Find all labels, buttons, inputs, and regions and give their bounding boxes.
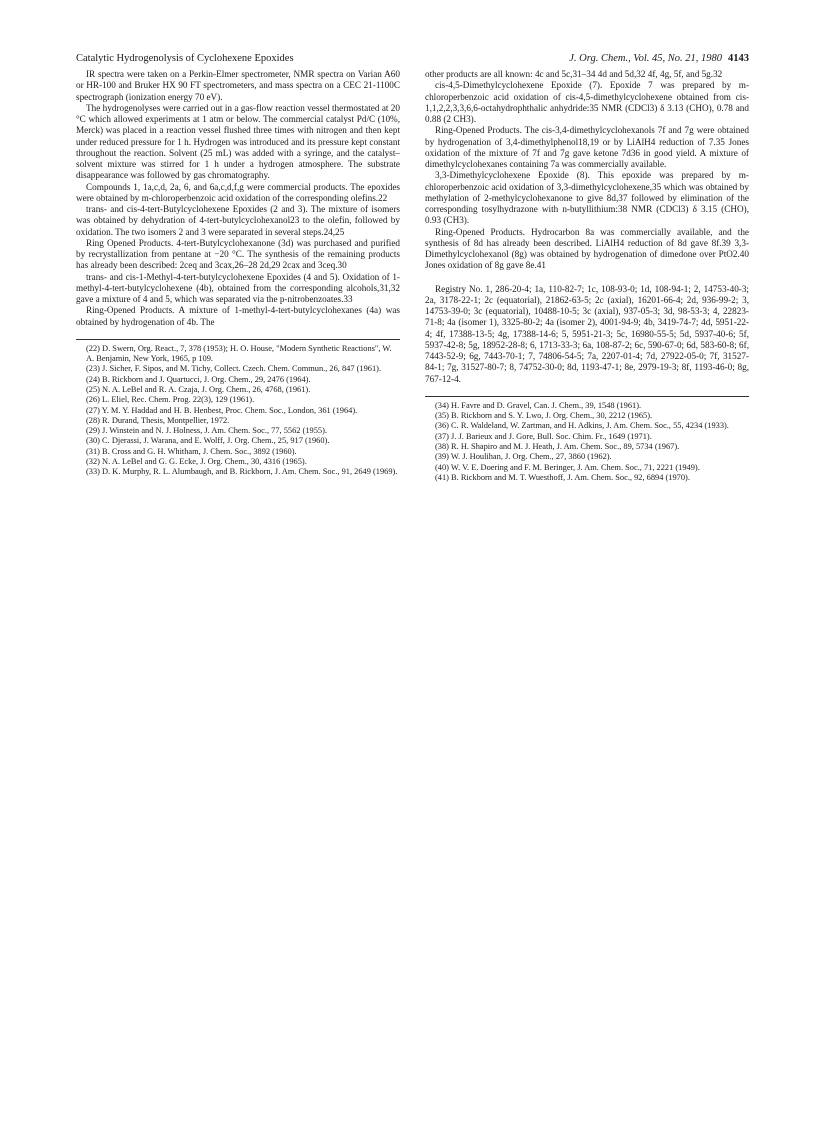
paragraph-ring-opened-1: Ring Opened Products. 4-tert-Butylcyclohexanone (3d) was purchased and purified by recrystallization from pentane at −20 °C. The synthesis of the remaining products has already been described: 2ceq and 3cax,26–28 2d,29 2cax and 3ceq.30 (76, 237, 400, 271)
footnote: (33) D. K. Murphy, R. L. Alumbaugh, and B. Rickborn, J. Am. Chem. Soc., 91, 2649 (1969). (86, 467, 398, 477)
registry-numbers: Registry No. 1, 286-20-4; 1a, 110-82-7; 1c, 108-93-0; 1d, 108-94-1; 2, 14753-40-3; 2a, 3178-22-1; 2c (equatorial), 21862-63-5; 2c (axial), 16201-66-4; 2d, 936-99-2; 3, 14753-39-0; 3c (equatorial), 10488-10-5; 3c (axial), 937-05-3; 3d, 98-53-3; 4, 22823-71-8; 4a (isomer 1), 3325-80-2; 4a (isomer 2), 4001-94-9; 4b, 3419-74-7; 4d, 5951-22-4; 4f, 17388-13-5; 4g, 17388-14-6; 5, 5951-21-3; 5c, 16980-55-5; 5d, 5937-40-6; 5f, 5937-42-8; 5g, 18952-28-8; 6, 1713-33-3; 6a, 108-87-2; 6c, 590-67-0; 6d, 583-60-8; 6f, 7443-52-9; 6g, 7443-70-1; 7, 74806-54-5; 7a, 2207-01-4; 7d, 27922-05-0; 7f, 31527-84-1; 7g, 31527-80-7; 8, 74752-30-0; 8d, 1193-47-1; 8e, 2979-19-3; 8f, 1193-46-0; 8g, 767-12-4. (425, 283, 749, 384)
footnote: (29) J. Winstein and N. J. Holness, J. Am. Chem. Soc., 77, 5562 (1955). (86, 426, 327, 436)
footnote: (28) R. Durand, Thesis, Montpellier, 1972. (86, 415, 230, 425)
paragraph-33-dimethyl-epoxide: 3,3-Dimethylcyclohexene Epoxide (8). This epoxide was prepared by m-chloroperbenzoic acid oxidation of 3,3-dimethylcyclohexene,35 which was obtained by methylation of 2-methylcyclohexanone to give 8d,37 followed by elimination of the corresponding tosylhydrazone with n-butyllithium:38 NMR (CDCl3) δ 3.15 (CHO), 0.93 (CH3). (425, 170, 749, 226)
paragraph-spectra: IR spectra were taken on a Perkin-Elmer spectrometer, NMR spectra on Varian A60 or HR-100 and Bruker HX 90 FT spectrometers, and mass spectra on a CEC 21-1100C spectrograph (ionization energy 70 eV). (76, 69, 400, 102)
footnote: (26) L. Eliel, Rec. Chem. Prog. 22(3), 129 (1961). (86, 395, 255, 405)
footnote-rule (76, 339, 400, 340)
footnote: (27) Y. M. Y. Haddad and H. B. Henbest, Proc. Chem. Soc., London, 361 (1964). (86, 405, 358, 415)
footnotes-left (76, 344, 400, 478)
paragraph-compounds: Compounds 1, 1a,c,d, 2a, 6, and 6a,c,d,f,g were commercial products. The epoxides were obtained by m-chloroperbenzoic acid oxidation of the corresponding olefins.22 (76, 181, 400, 203)
footnote: (34) H. Favre and D. Gravel, Can. J. Chem., 39, 1548 (1961). (435, 400, 642, 410)
footnote: (38) R. H. Shapiro and M. J. Heath, J. Am. Chem. Soc., 89, 5734 (1967). (435, 441, 680, 451)
paragraph-tert-butyl-epoxides: trans- and cis-4-tert-Butylcyclohexene Epoxides (2 and 3). The mixture of isomers was obtained by dehydration of 4-tert-butylcyclohexanol23 to the olefin, followed by oxidation. The two isomers 2 and 3 were separated in several steps.24,25 (76, 204, 400, 237)
footnote: (36) C. R. Waldeland, W. Zartman, and H. Adkins, J. Am. Chem. Soc., 55, 4234 (1933). (435, 421, 729, 431)
running-title: Catalytic Hydrogenolysis of Cyclohexene Epoxides (76, 53, 294, 64)
right-column (425, 69, 749, 483)
footnote: (40) W. V. E. Doering and F. M. Beringer, J. Am. Chem. Soc., 71, 2221 (1949). (435, 462, 700, 472)
footnote: (31) B. Cross and G. H. Whitham, J. Chem. Soc., 3892 (1960). (86, 446, 297, 456)
paragraph-other-products: other products are all known: 4c and 5c,31–34 4d and 5d,32 4f, 4g, 5f, and 5g.32 (425, 69, 723, 79)
paragraph-hydrogenolyses: The hydrogenolyses were carried out in a gas-flow reaction vessel thermostated at 20 °C which allowed experiments at 1 atm or below. The commercial catalyst Pd/C (10%, Merck) was placed in a reaction vessel flushed three times with nitrogen and then kept under reduced pressure for 1 h. Hydrogen was introduced and its pressure kept constant throughout the reaction. Solvent (25 mL) was added with a syringe, and the catalyst–solvent mixture was stirred for 1 h under a hydrogen atmosphere. The substrate disappearance was followed by gas chromatography. (76, 102, 400, 181)
running-header (76, 52, 749, 66)
paragraph-methyl-epoxides: trans- and cis-1-Methyl-4-tert-butylcyclohexene Epoxides (4 and 5). Oxidation of 1-methyl-4-tert-butylcyclohexene (4b), obtained from the corresponding alcohols,31,32 gave a mixture of 4 and 5, which was separated via the p-nitrobenzoates.33 (76, 271, 400, 304)
footnote: (30) C. Djerassi, J. Warana, and E. Wolff, J. Org. Chem., 25, 917 (1960). (86, 436, 330, 446)
footnote: (32) N. A. LeBel and G. G. Ecke, J. Org. Chem., 30, 4316 (1965). (86, 457, 307, 467)
paragraph-ring-opened-3: Ring-Opened Products. The cis-3,4-dimethylcyclohexanols 7f and 7g were obtained by hydrogenation of 3,4-dimethylphenol18,19 or by LiAlH4 reduction of 7.35 Jones oxidation of the mixture of 7f and 7g gave ketone 7d36 in good yield. A mixture of dimethylcyclohexanes containing 7a was commercially available. (425, 125, 749, 169)
footnote-rule (425, 396, 749, 397)
footnote: (22) D. Swern, Org. React., 7, 378 (1953); H. O. House, "Modern Synthetic Reactions", W. A. Benjamin, New York, 1965, p 109. (86, 343, 392, 364)
footnote: (24) B. Rickborn and J. Quartucci, J. Org. Chem., 29, 2476 (1964). (86, 374, 311, 384)
footnote: (37) J. J. Barieux and J. Gore, Bull. Soc. Chim. Fr., 1649 (1971). (435, 431, 652, 441)
journal-citation (569, 52, 749, 66)
paragraph-ring-opened-4: Ring-Opened Products. Hydrocarbon 8a was commercially available, and the synthesis of 8d has already been described. LiAlH4 reduction of 8d gave 8f.39 3,3-Dimethylcyclohexanol (8g) was obtained by hydrogenation of dimedone over PtO2.40 Jones oxidation of 8g gave 8e.41 (425, 226, 749, 271)
paragraph-ring-opened-2: Ring-Opened Products. A mixture of 1-methyl-4-tert-butylcyclohexanes (4a) was obtained by hydrogenation of 4b. The (76, 305, 400, 327)
paragraph-dimethyl-epoxide: cis-4,5-Dimethylcyclohexene Epoxide (7). Epoxide 7 was prepared by m-chloroperbenzoic acid oxidation of cis-4,5-dimethylcyclohexene obtained from cis-1,1,2,2,3,3,6,6-octahydrophthalic anhydride:35 NMR (CDCl3) δ 3.13 (CHO), 0.78 and 0.88 (2 CH3). (425, 80, 749, 124)
footnote: (35) B. Rickborn and S. Y. Lwo, J. Org. Chem., 30, 2212 (1965). (435, 411, 653, 421)
footnotes-right (425, 401, 749, 483)
journal-name: J. Org. Chem., Vol. 45, No. 21, 1980 (569, 53, 722, 64)
page-number: 4143 (728, 53, 749, 64)
footnote: (25) N. A. LeBel and R. A. Czaja, J. Org. Chem., 26, 4768, (1961). (86, 384, 311, 394)
footnote: (41) B. Rickborn and M. T. Wuesthoff, J. Am. Chem. Soc., 92, 6894 (1970). (435, 472, 690, 482)
footnote: (39) W. J. Houlihan, J. Org. Chem., 27, 3860 (1962). (435, 452, 612, 462)
left-column (76, 69, 400, 478)
footnote: (23) J. Sicher, F. Sipos, and M. Tichy, Collect. Czech. Chem. Commun., 26, 847 (1961). (86, 364, 382, 374)
